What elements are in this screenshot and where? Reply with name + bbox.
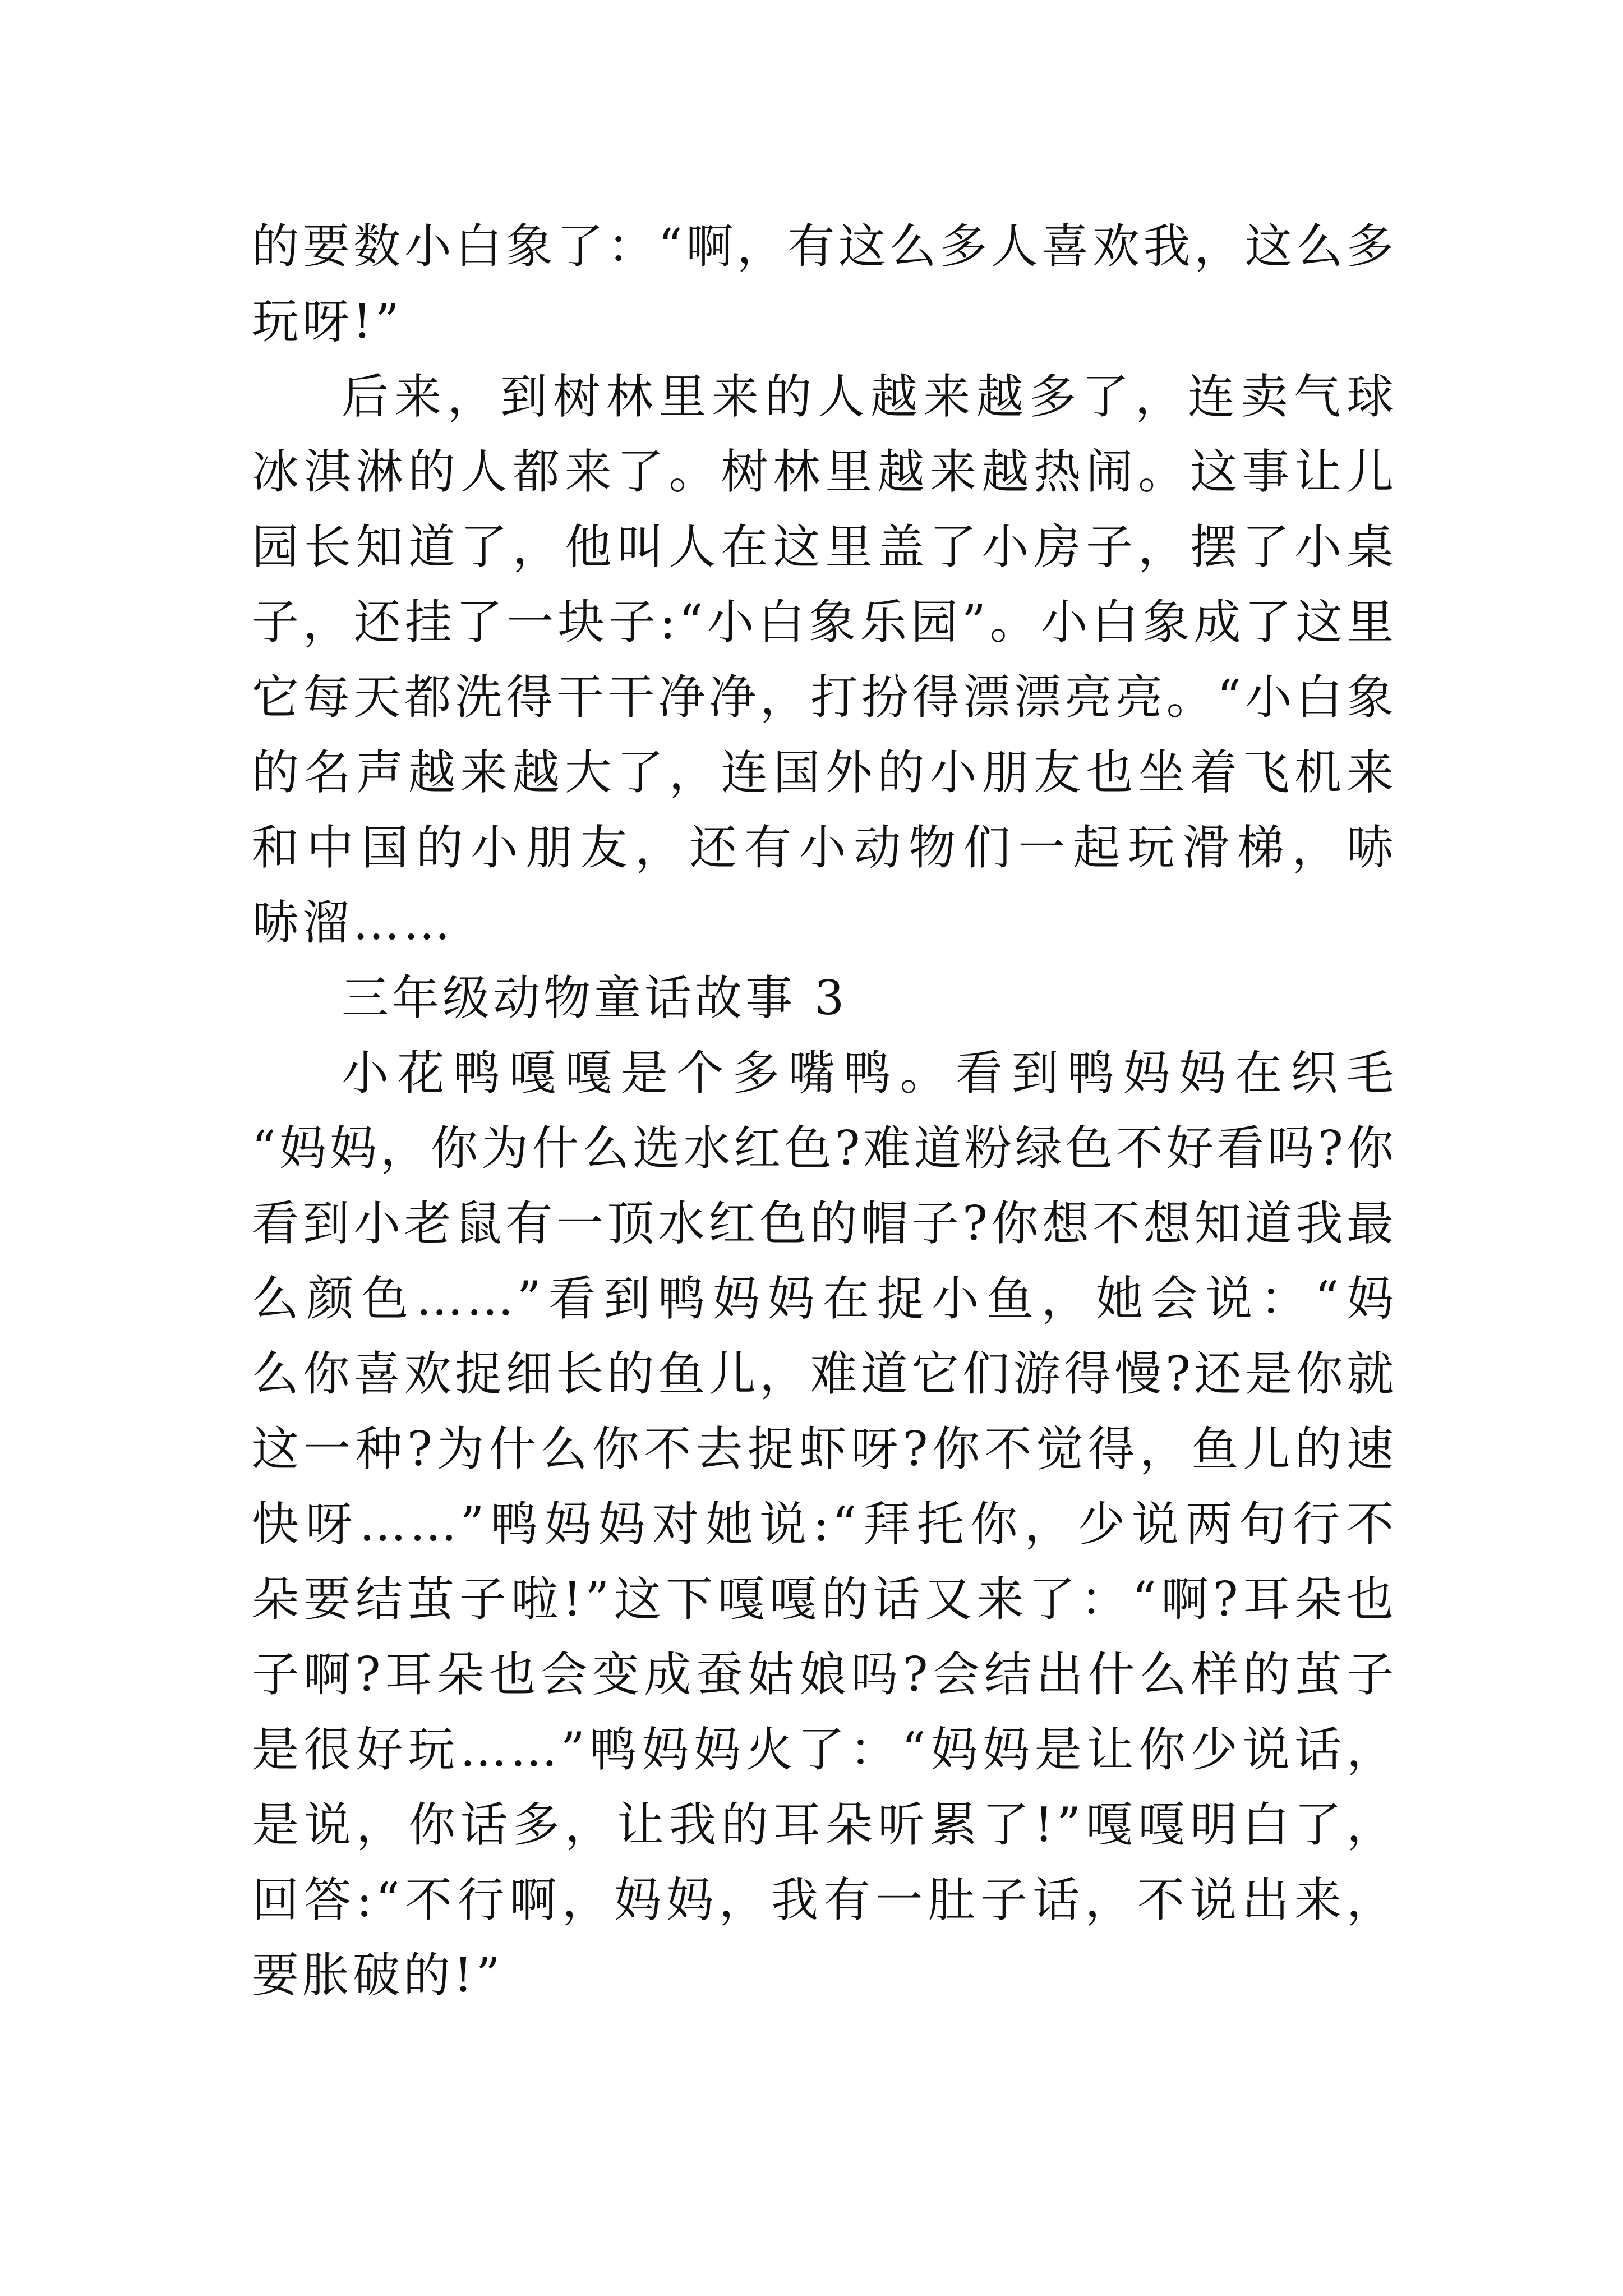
text-line: 的要数小白象了：“啊，有这么多人喜欢我，这么多 [252, 219, 1397, 274]
document-body [252, 209, 1397, 2013]
text-line: “妈妈，你为什么选水红色?难道粉绿色不好看吗?你 [252, 1121, 1397, 1176]
text-line: 它每天都洗得干干净净，打扮得漂漂亮亮。“小白象 [252, 670, 1397, 725]
text-line: 哧溜…… [252, 895, 454, 950]
section-heading: 三年级动物童话故事 3 [342, 970, 848, 1025]
text-line: 这一种?为什么你不去捉虾呀?你不觉得，鱼儿的速 [252, 1421, 1397, 1476]
paragraph-start-line: 小花鸭嘎嘎是个多嘴鸭。看到鸭妈妈在织毛 [342, 1046, 1397, 1101]
text-line: 看到小老鼠有一顶水红色的帽子?你想不想知道我最 [252, 1196, 1397, 1251]
text-line: 要胀破的!” [252, 1948, 504, 2003]
text-line: 么你喜欢捉细长的鱼儿，难道它们游得慢?还是你就 [252, 1346, 1397, 1401]
text-line: 玩呀!” [252, 294, 403, 349]
text-line: 的名声越来越大了，连国外的小朋友也坐着飞机来 [252, 745, 1397, 800]
text-line: 子，还挂了一块子:“小白象乐园”。小白象成了这里 [252, 595, 1397, 650]
text-line: 冰淇淋的人都来了。树林里越来越热闹。这事让儿 [252, 444, 1397, 499]
text-line: 快呀……”鸭妈妈对她说:“拜托你，少说两句行不 [252, 1497, 1397, 1552]
text-line: 朵要结茧子啦!”这下嘎嘎的话又来了：“啊?耳朵也 [252, 1572, 1397, 1627]
text-line: 回答:“不行啊，妈妈，我有一肚子话，不说出来， [252, 1872, 1397, 1927]
text-line: 是说，你话多，让我的耳朵听累了!”嘎嘎明白了， [252, 1797, 1397, 1852]
text-line: 么颜色……”看到鸭妈妈在捉小鱼，她会说：“妈 [252, 1271, 1397, 1326]
text-line: 子啊?耳朵也会变成蚕姑娘吗?会结出什么样的茧子 [252, 1647, 1397, 1702]
paragraph-start-line: 后来，到树林里来的人越来越多了，连卖气球 [342, 369, 1397, 424]
text-line: 园长知道了，他叫人在这里盖了小房子，摆了小桌 [252, 519, 1397, 574]
text-line: 和中国的小朋友，还有小动物们一起玩滑梯，哧 [252, 820, 1397, 875]
text-line: 是很好玩……”鸭妈妈火了：“妈妈是让你少说话， [252, 1722, 1397, 1777]
